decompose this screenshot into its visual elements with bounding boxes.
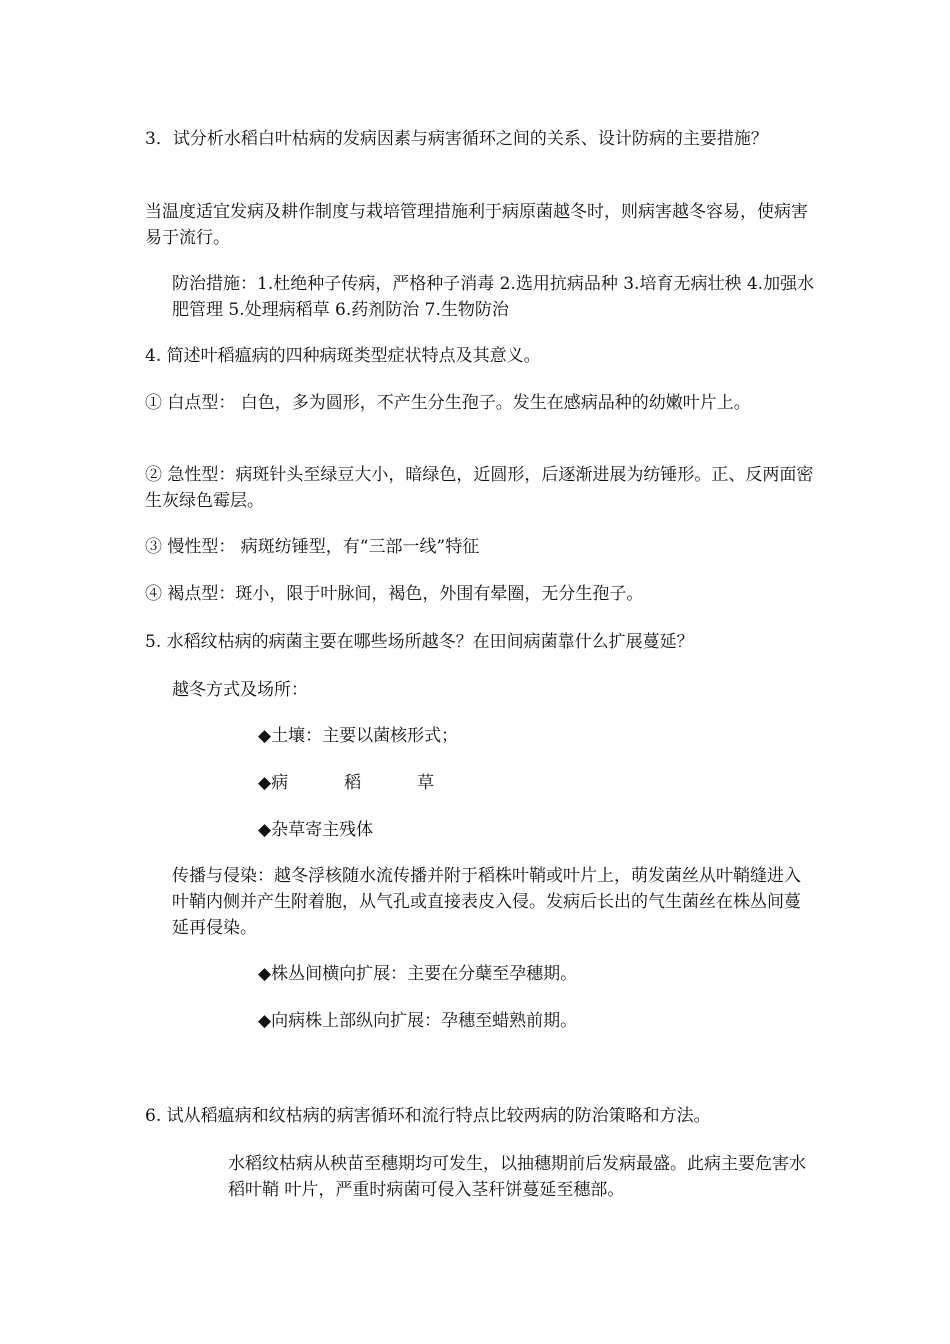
straw-char-1: ◆病: [258, 773, 289, 793]
question-5: 5. 水稻纹枯病的病菌主要在哪些场所越冬？在田间病菌靠什么扩展蔓延？: [145, 632, 694, 652]
overwinter-soil: ◆土壤：主要以菌核形式；: [258, 726, 459, 746]
spread-horizontal: ◆株丛间横向扩展：主要在分蘖至孕穗期。: [258, 964, 578, 984]
spread-infection: 传播与侵染：越冬浮核随水流传播并附于稻株叶鞘或叶片上，萌发菌丝从叶鞘缝进入叶鞘内侧并产生附着胞，从气孔或直接表皮入侵。发病后长出的气生菌丝在株丛间蔓延再侵染。: [172, 866, 801, 938]
straw-char-2: 稻: [344, 773, 362, 793]
question-3-measures: 防治措施：1.杜绝种子传病，严格种子消毒 2.选用抗病品种 3.培育无病壮秧 4.加强水肥管理 5.处理病稻草 6.药剂防治 7.生物防治: [172, 274, 815, 320]
lesion-type-acute: ② 急性型：病斑针头至绿豆大小，暗绿色，近圆形，后逐渐进展为纺锤形。正、反两面密生灰绿色霉层。: [145, 465, 814, 511]
question-6: 6. 试从稻瘟病和纹枯病的病害循环和流行特点比较两病的防治策略和方法。: [145, 1106, 711, 1126]
question-6-answer: 水稻纹枯病从秧苗至穗期均可发生，以抽穗期前后发病最盛。此病主要危害水稻叶鞘 叶片，严重时病菌可侵入茎秆饼蔓延至穗部。: [228, 1154, 806, 1200]
question-4: 4. 简述叶稻瘟病的四种病斑类型症状特点及其意义。: [145, 346, 541, 366]
overwinter-diseased-straw: [258, 770, 778, 796]
spread-vertical: ◆向病株上部纵向扩展：孕穗至蜡熟前期。: [258, 1011, 578, 1031]
lesion-type-white-spot: ① 白点型： 白色，多为圆形，不产生分生孢子。发生在感病品种的幼嫩叶片上。: [145, 393, 751, 413]
question-3-answer: 当温度适宜发病及耕作制度与栽培管理措施利于病原菌越冬时，则病害越冬容易，使病害易于流行。: [145, 202, 808, 248]
straw-char-3: 草: [417, 773, 435, 793]
question-3: 3．试分析水稻白叶枯病的发病因素与病害循环之间的关系、设计防病的主要措施？: [145, 129, 768, 149]
overwinter-title: 越冬方式及场所：: [172, 680, 308, 700]
overwinter-weeds: ◆杂草寄主残体: [258, 820, 374, 840]
lesion-type-brown-spot: ④ 褐点型：斑小，限于叶脉间，褐色，外围有晕圈，无分生孢子。: [145, 584, 644, 604]
lesion-type-chronic: ③ 慢性型： 病斑纺锤型，有“三部一线”特征: [145, 537, 480, 557]
